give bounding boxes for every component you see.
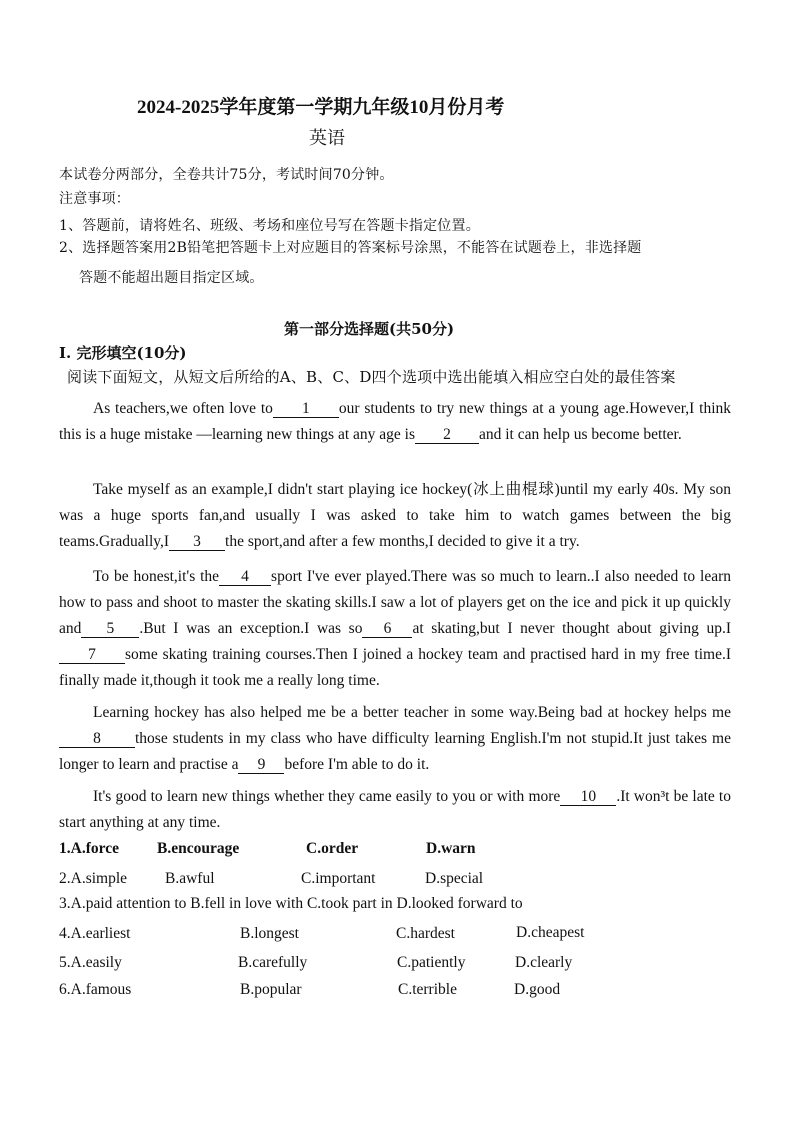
blank-2: 2 — [415, 426, 479, 444]
p1-text-c: and it can help us become better. — [479, 426, 682, 443]
notice-item-1: 1、答题前，请将姓名、班级、考场和座位号写在答题卡指定位置。 — [59, 218, 480, 234]
q2-option-d: D.special — [425, 870, 484, 887]
q6-option-a: 6.A.famous — [59, 981, 132, 998]
blank-7: 7 — [59, 646, 125, 664]
notice-label: 注意事项： — [59, 191, 130, 207]
p4-text-a: Learning hockey has also helped me be a better teacher in some way.Being bad at hockey helps me — [93, 704, 731, 721]
q5-option-d: D.clearly — [515, 954, 573, 971]
directions: 阅读下面短文，从短文后所给的A、B、C、D四个选项中选出能填入相应空白处的最佳答案 — [67, 368, 676, 386]
q1-option-c: C.order — [306, 840, 359, 857]
q1-option-a: 1.A.force — [59, 840, 119, 857]
subject-title: 英语 — [309, 128, 345, 149]
passage-paragraph-2 — [59, 477, 731, 555]
p5-text-b: .It won³t be late to start anything at any time. — [59, 788, 731, 831]
passage-paragraph-4 — [59, 700, 731, 778]
q5-option-b: B.carefully — [238, 954, 308, 971]
passage-paragraph-3 — [59, 564, 731, 694]
passage-paragraph-5 — [59, 784, 731, 836]
p3-text-d: at skating,but I never thought about giving up.I — [412, 620, 731, 637]
exam-title: 2024-2025学年度第一学期九年级10月份月考 — [137, 97, 505, 118]
p1-text-a: As teachers,we often love to — [93, 400, 273, 417]
q4-option-c: C.hardest — [396, 925, 455, 942]
q6-option-b: B.popular — [240, 981, 302, 998]
p2-text-a: Take myself as an example,I didn't start playing ice hockey(冰上曲棍球)until my early 40s. My son was a huge sports fan,and usually I was asked to take him to watch games between the big teams.Gradually,I — [59, 481, 731, 550]
notice-item-2-line-2: 答题不能超出题目指定区域。 — [79, 270, 264, 286]
p1-text-b: our students to try new things at a young age.However,I think this is a huge mistake —learning new things at any age is — [59, 400, 731, 443]
p5-text-a: It's good to learn new things whether they came easily to you or with more — [93, 788, 561, 805]
q5-option-a: 5.A.easily — [59, 954, 122, 971]
q4-option-b: B.longest — [240, 925, 299, 942]
p2-text-b: the sport,and after a few months,I decided to give it a try. — [225, 533, 580, 550]
blank-6: 6 — [362, 620, 412, 638]
q2-option-b: B.awful — [165, 870, 215, 887]
p3-text-e: some skating training courses.Then I joined a hockey team and practised hard in my free time.I finally made it,though it took me a really long time. — [59, 646, 731, 689]
p3-text-c: .But I was an exception.I was so — [139, 620, 363, 637]
p4-text-c: before I'm able to do it. — [284, 756, 430, 773]
passage-paragraph-1 — [59, 396, 731, 448]
q4-option-d: D.cheapest — [516, 924, 585, 941]
blank-3: 3 — [169, 533, 225, 551]
q2-option-c: C.important — [301, 870, 376, 887]
notice-item-2-line-1: 2、选择题答案用2B铅笔把答题卡上对应题目的答案标号涂黑，不能答在试题卷上，非选择题 — [59, 240, 642, 256]
q2-option-a: 2.A.simple — [59, 870, 128, 887]
p3-text-b: sport I've ever played.There was so much to learn..I also needed to learn how to pass and shoot to master the skating skills.I saw a lot of players get on the ice and pick it up quickly and — [59, 568, 732, 637]
section-label: I. 完形填空(10分) — [59, 344, 187, 362]
blank-5: 5 — [81, 620, 139, 638]
q6-option-c: C.terrible — [398, 981, 457, 998]
blank-8: 8 — [59, 730, 135, 748]
q3-options: 3.A.paid attention to B.fell in love with C.took part in D.looked forward to — [59, 895, 523, 912]
q1-option-b: B.encourage — [157, 840, 240, 857]
q4-option-a: 4.A.earliest — [59, 925, 131, 942]
p4-text-b: those students in my class who have difficulty learning English.I'm not stupid.It just takes me longer to learn and practise a — [59, 730, 731, 773]
q6-option-d: D.good — [514, 981, 561, 998]
blank-4: 4 — [219, 568, 271, 586]
exam-intro: 本试卷分两部分，全卷共计75分，考试时间70分钟。 — [59, 167, 394, 183]
q1-option-d: D.warn — [426, 840, 476, 857]
q5-option-c: C.patiently — [397, 954, 466, 971]
p3-text-a: To be honest,it's the — [93, 568, 220, 585]
blank-1: 1 — [273, 400, 339, 418]
blank-10: 10 — [560, 788, 616, 806]
blank-9: 9 — [238, 756, 284, 774]
part-heading: 第一部分选择题(共50分) — [284, 320, 455, 338]
